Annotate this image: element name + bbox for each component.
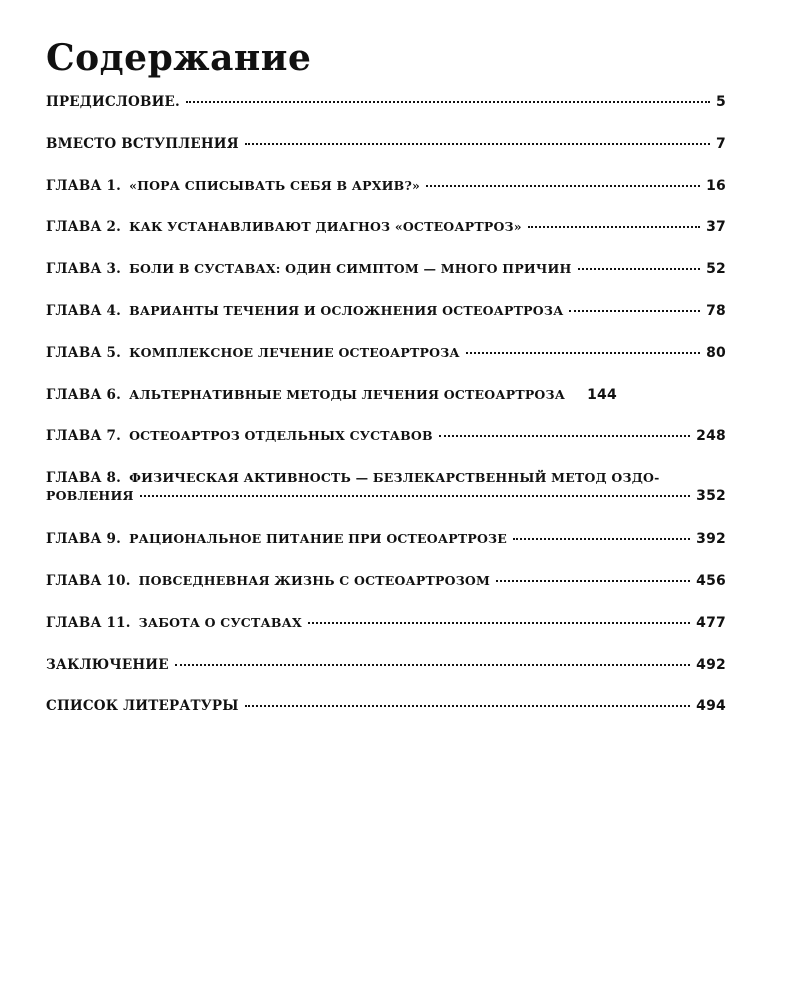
toc-chapter-number: ГЛАВА 3. (46, 261, 122, 278)
toc-page-number: 37 (706, 219, 726, 236)
toc-page-number: 78 (706, 302, 726, 319)
page-title: Содержание (46, 37, 312, 79)
toc-entry-chapter-10[interactable] (46, 573, 726, 615)
toc-leader-dots (308, 622, 690, 624)
toc-leader-dots (439, 435, 690, 437)
toc-leader-dots (186, 101, 710, 103)
contents-page (46, 36, 726, 740)
toc-chapter-number: ГЛАВА 9. (46, 531, 122, 548)
toc-entry-first-line (46, 470, 726, 486)
toc-page-number: 477 (696, 614, 726, 631)
toc-page-number: 248 (696, 428, 726, 445)
toc-page-number: 80 (706, 344, 726, 361)
toc-entry-label: ЗАБОТА О СУСТАВАХ (138, 614, 302, 630)
toc-entry-second-line (46, 488, 726, 504)
toc-entry-chapter-3[interactable] (46, 261, 726, 303)
toc-leader-dots (569, 310, 700, 312)
toc-entry-label: ЗАКЛЮЧЕНИЕ (46, 656, 169, 673)
toc-leader-dots (245, 705, 690, 707)
toc-entry-chapter-5[interactable] (46, 345, 726, 387)
toc-leader-dots (513, 538, 690, 540)
toc-entry-introduction[interactable] (46, 136, 726, 178)
toc-entry-label: ФИЗИЧЕСКАЯ АКТИВНОСТЬ — БЕЗЛЕКАРСТВЕННЫЙ МЕТОД ОЗДО- (129, 470, 660, 486)
toc-entry-label: ВАРИАНТЫ ТЕЧЕНИЯ И ОСЛОЖНЕНИЯ ОСТЕОАРТРОЗА (129, 302, 564, 318)
toc-chapter-number: ГЛАВА 8. (46, 470, 122, 487)
toc-entry-label: РАЦИОНАЛЬНОЕ ПИТАНИЕ ПРИ ОСТЕОАРТРОЗЕ (129, 531, 507, 547)
toc-entry-label: КАК УСТАНАВЛИВАЮТ ДИАГНОЗ «ОСТЕОАРТРОЗ» (129, 219, 522, 235)
toc-chapter-number: ГЛАВА 1. (46, 177, 122, 194)
toc-chapter-number: ГЛАВА 6. (46, 386, 122, 403)
toc-page-number: 392 (696, 531, 726, 548)
toc-entry-label: КОМПЛЕКСНОЕ ЛЕЧЕНИЕ ОСТЕОАРТРОЗА (129, 344, 460, 360)
toc-entry-label: ПРЕДИСЛОВИЕ. (46, 94, 180, 110)
toc-entry-label: ОСТЕОАРТРОЗ ОТДЕЛЬНЫХ СУСТАВОВ (129, 428, 433, 444)
toc-leader-dots (426, 185, 700, 187)
toc-leader-dots (175, 664, 690, 666)
toc-entry-label: СПИСОК ЛИТЕРАТУРЫ (46, 698, 239, 715)
toc-entry-chapter-4[interactable] (46, 303, 726, 345)
toc-entry-conclusion[interactable] (46, 657, 726, 699)
toc-page-number: 352 (696, 488, 726, 505)
toc-leader-dots (245, 143, 710, 145)
toc-page-number: 5 (716, 94, 726, 110)
toc-chapter-number: ГЛАВА 5. (46, 344, 122, 361)
toc-chapter-number: ГЛАВА 7. (46, 428, 122, 445)
toc-chapter-number: ГЛАВА 2. (46, 219, 122, 236)
toc-page-number: 456 (696, 572, 726, 589)
toc-entry-label: ВМЕСТО ВСТУПЛЕНИЯ (46, 135, 239, 152)
toc-page-number: 494 (696, 698, 726, 715)
toc-entry-bibliography[interactable] (46, 698, 726, 740)
toc-entry-label-continuation: РОВЛЕНИЯ (46, 488, 134, 504)
toc-page-number: 492 (696, 656, 726, 673)
toc-entry-chapter-6[interactable] (46, 387, 726, 429)
toc-page-number: 16 (706, 177, 726, 194)
toc-entry-label: «ПОРА СПИСЫВАТЬ СЕБЯ В АРХИВ?» (129, 177, 420, 193)
toc-leader-dots (496, 580, 690, 582)
toc-entry-chapter-11[interactable] (46, 615, 726, 657)
toc-entry-chapter-2[interactable] (46, 219, 726, 261)
toc-leader-dots (528, 226, 700, 228)
toc-page-number: 144 (587, 386, 617, 403)
toc-leader-dots (140, 495, 690, 497)
toc-entry-preface[interactable] (46, 94, 726, 136)
toc-entry-label: ПОВСЕДНЕВНАЯ ЖИЗНЬ С ОСТЕОАРТРОЗОМ (138, 572, 491, 588)
toc-page-number: 7 (716, 135, 726, 152)
toc-leader-dots (466, 352, 700, 354)
toc-entry-chapter-8[interactable] (46, 470, 726, 531)
toc-entry-chapter-9[interactable] (46, 531, 726, 573)
toc-entry-chapter-7[interactable] (46, 428, 726, 470)
toc-entry-label: БОЛИ В СУСТАВАХ: ОДИН СИМПТОМ — МНОГО ПРИЧИН (129, 261, 572, 277)
toc-chapter-number: ГЛАВА 10. (46, 572, 131, 589)
toc-entry-label: АЛЬТЕРНАТИВНЫЕ МЕТОДЫ ЛЕЧЕНИЯ ОСТЕОАРТРОЗА (129, 386, 566, 402)
toc-leader-dots (578, 268, 701, 270)
toc-page-number: 52 (706, 261, 726, 278)
table-of-contents (46, 94, 726, 740)
toc-entry-chapter-1[interactable] (46, 178, 726, 220)
toc-chapter-number: ГЛАВА 11. (46, 614, 131, 631)
toc-chapter-number: ГЛАВА 4. (46, 302, 122, 319)
